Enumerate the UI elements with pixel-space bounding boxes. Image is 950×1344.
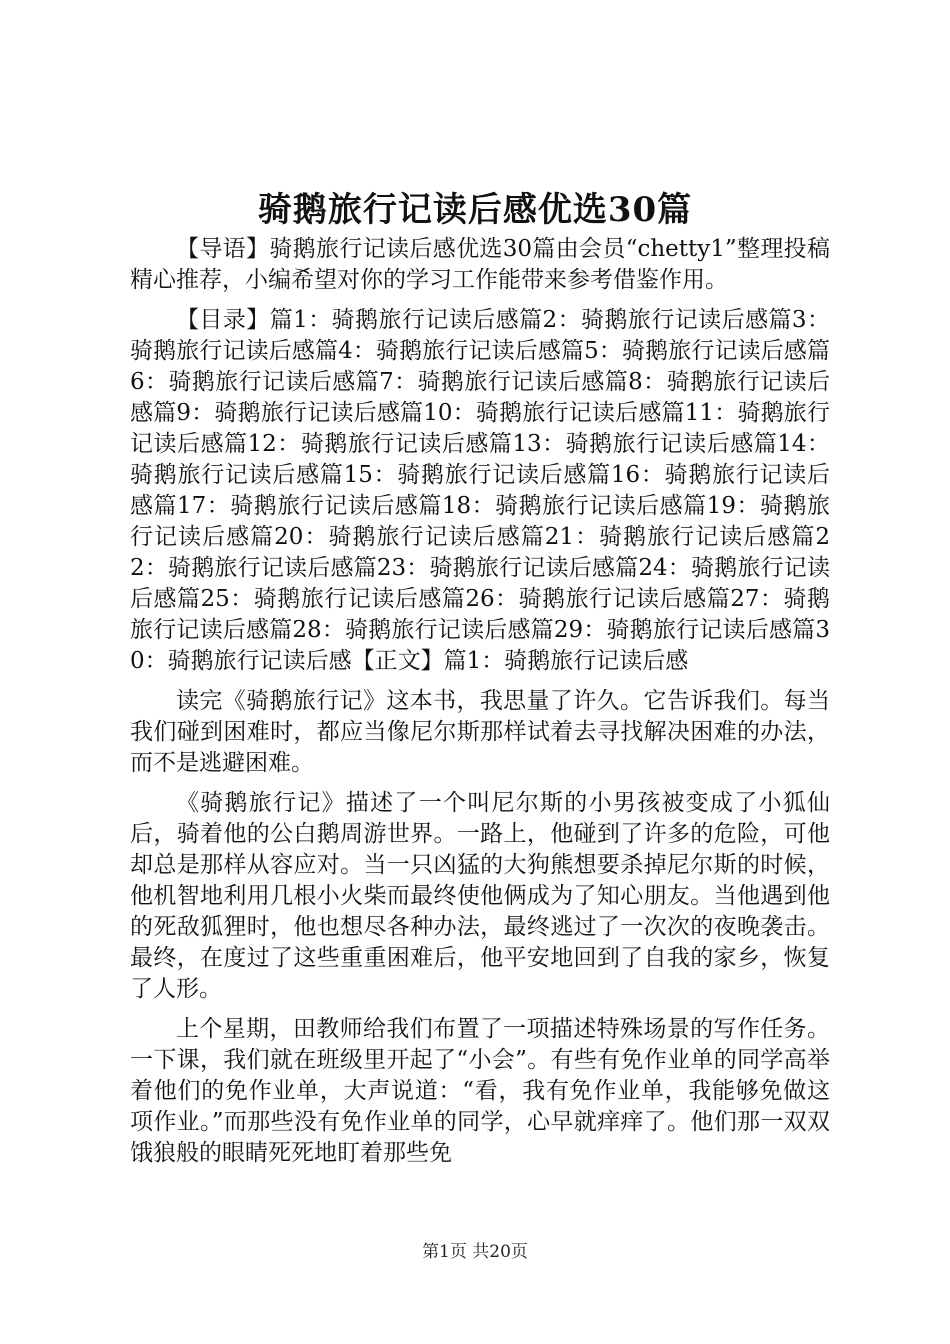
body-paragraph: 《骑鹅旅行记》描述了一个叫尼尔斯的小男孩被变成了小狐仙后，骑着他的公白鹅周游世界。一路上，他碰到了许多的危险，可他却总是那样从容应对。当一只凶猛的大狗熊想要杀掉尼尔斯的时候，他机智地利用几根小火柴而最终使他俩成为了知心朋友。当他遇到他的死敌狐狸时，他也想尽各种办法，最终逃过了一次次的夜晚袭击。最终，在度过了这些重重困难后，他平安地回到了自我的家乡，恢复了人形。 (130, 790, 830, 1002)
document-body (130, 234, 830, 1178)
intro-paragraph: 【导语】骑鹅旅行记读后感优选30篇由会员“chetty1”整理投稿精心推荐，小编希望对你的学习工作能带来参考借鉴作用。 (130, 236, 830, 293)
body-paragraph: 读完《骑鹅旅行记》这本书，我思量了许久。它告诉我们。每当我们碰到困难时，都应当像尼尔斯那样试着去寻找解决困难的办法，而不是逃避困难。 (130, 688, 830, 776)
page-number-footer: 第1页 共20页 (422, 1242, 528, 1262)
document-title: 骑鹅旅行记读后感优选30篇 (257, 190, 693, 230)
body-paragraph: 上个星期，田教师给我们布置了一项描述特殊场景的写作任务。一下课，我们就在班级里开起了“小会”。有些有免作业单的同学高举着他们的免作业单，大声说道：“看，我有免作业单，我能够免做这项作业。”而那些没有免作业单的同学，心早就痒痒了。他们那一双双饿狼般的眼睛死死地盯着那些免 (130, 1016, 830, 1166)
toc-paragraph: 【目录】篇1：骑鹅旅行记读后感篇2：骑鹅旅行记读后感篇3：骑鹅旅行记读后感篇4：骑鹅旅行记读后感篇5：骑鹅旅行记读后感篇6：骑鹅旅行记读后感篇7：骑鹅旅行记读后感篇8：骑鹅旅行记读后感篇9：骑鹅旅行记读后感篇10：骑鹅旅行记读后感篇11：骑鹅旅行记读后感篇12：骑鹅旅行记读后感篇13：骑鹅旅行记读后感篇14：骑鹅旅行记读后感篇15：骑鹅旅行记读后感篇16：骑鹅旅行记读后感篇17：骑鹅旅行记读后感篇18：骑鹅旅行记读后感篇19：骑鹅旅行记读后感篇20：骑鹅旅行记读后感篇21：骑鹅旅行记读后感篇22：骑鹅旅行记读后感篇23：骑鹅旅行记读后感篇24：骑鹅旅行记读后感篇25：骑鹅旅行记读后感篇26：骑鹅旅行记读后感篇27：骑鹅旅行记读后感篇28：骑鹅旅行记读后感篇29：骑鹅旅行记读后感篇30：骑鹅旅行记读后感【正文】篇1：骑鹅旅行记读后感 (130, 307, 830, 674)
